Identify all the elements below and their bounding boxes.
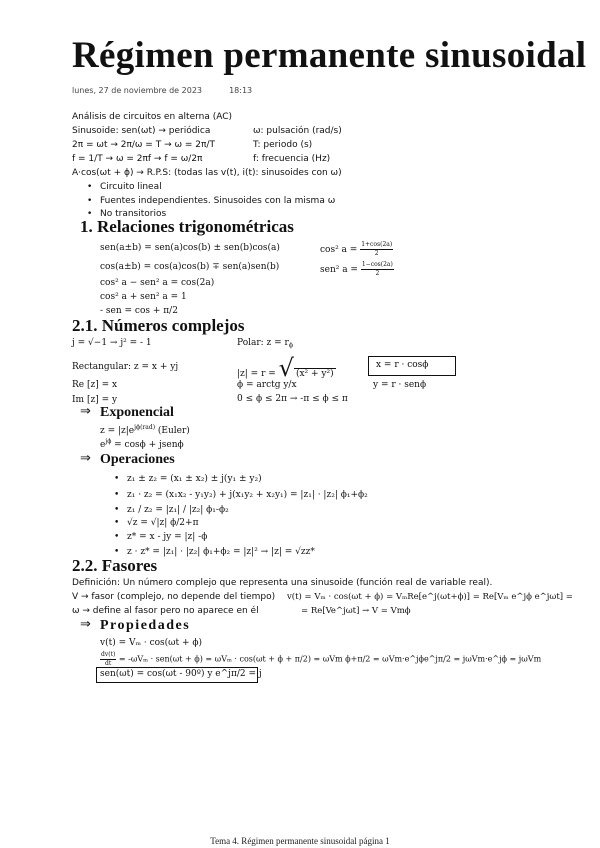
x-formula: x = r · cosϕ: [376, 360, 429, 370]
section-1-heading: 1. Relaciones trigonométricas: [80, 217, 294, 236]
imaginary-part: Im [z] = y: [72, 395, 118, 405]
intro-line-3a: f = 1/T → ω = 2πf → f = ω/2π: [72, 154, 203, 164]
identity-box-text: sen(ωt) = cos(ωt - 90º) y e^jπ/2 = j: [100, 669, 262, 679]
intro-line-3b: f: frecuencia (Hz): [253, 154, 331, 164]
section-2-1-heading: 2.1. Números complejos: [72, 316, 245, 335]
operation-item: • z₁ / z₂ = |z₁| / |z₂| ϕ₁-ϕ₂: [127, 505, 229, 515]
argument-range: 0 ≤ ϕ ≤ 2π → -π ≤ ϕ ≤ π: [237, 394, 348, 404]
properties-heading: Propiedades: [100, 618, 191, 633]
intro-line-2b: T: periodo (s): [253, 140, 313, 150]
euler-form: [100, 424, 190, 436]
euler-exponent: jϕ(rad): [134, 424, 156, 431]
intro-line-1a: Sinusoide: sen(ωt) → periódica: [72, 126, 211, 136]
property-signal: v(t) = Vₘ · cos(ωt + ϕ): [100, 638, 203, 648]
section-2-2-heading: 2.2. Fasores: [72, 556, 158, 575]
property-derivative: [100, 651, 541, 668]
euler-identity-base: e: [100, 440, 106, 450]
phasor-note-2: ω → define al fasor pero no aparece en él: [72, 606, 259, 616]
time-text: 18:13: [229, 86, 253, 95]
polar-label: Polar: z = r: [237, 338, 289, 348]
polar-form: [237, 338, 293, 349]
intro-heading: Análisis de circuitos en alterna (AC): [72, 112, 233, 122]
argument-formula: ϕ = arctg y/x: [237, 380, 297, 390]
operations-heading: Operaciones: [100, 452, 175, 467]
operation-item: • z₁ ± z₂ = (x₁ ± x₂) ± j(y₁ ± y₂): [127, 474, 262, 484]
phasor-derivation-2: = Re[Ve^jωt] → V = Vmϕ: [301, 606, 411, 616]
phasor-note-1: V → fasor (complejo, no depende del tiempo): [72, 592, 276, 602]
cos-squared-formula: [320, 241, 393, 258]
intro-line-4: A·cos(ωt + ϕ) → R.P.S: (todas las v(t), i(t): sinusoides con ω): [72, 168, 342, 178]
fraction-denominator: 2: [374, 250, 379, 257]
implies-arrow-icon: ⇒: [80, 404, 91, 419]
operation-item: • z · z* = |z₁| · |z₂| ϕ₁+ϕ₂ = |z|² → |z| = √zz*: [127, 547, 315, 557]
trig-identity: cos² a + sen² a = 1: [100, 292, 187, 302]
sen-squared-formula: [320, 261, 394, 278]
operation-item: • √z = √|z| ϕ/2+π: [127, 518, 199, 528]
intro-bullet: • Fuentes independientes. Sinusoides con la misma ω: [100, 196, 335, 206]
cos-squared-label: cos² a =: [320, 245, 358, 255]
fraction-denominator: 2: [375, 270, 380, 277]
page-date: [72, 86, 252, 95]
fraction-numerator: 1−cos(2a): [361, 261, 393, 268]
euler-tail: (Euler): [155, 426, 190, 436]
euler-identity: [100, 438, 184, 450]
euler-identity-tail: = cosϕ + jsenϕ: [111, 440, 184, 450]
polar-subscript: ϕ: [288, 342, 293, 349]
date-text: lunes, 27 de noviembre de 2023: [72, 86, 202, 95]
implies-arrow-icon: ⇒: [80, 617, 91, 632]
page-title: Régimen permanente sinusoidal: [72, 35, 587, 76]
real-part: Re [z] = x: [72, 380, 118, 390]
phasor-derivation-1: v(t) = Vₘ · cos(ωt + ϕ) = VₘRe[e^j(ωt+ϕ)] = Re[Vₘ e^jϕ e^jωt] =: [287, 592, 573, 602]
fraction-denominator: dt: [105, 660, 112, 667]
derivative-expression: = -ωVₘ · sen(ωt + ϕ) = ωVₘ · cos(ωt + ϕ + π/2) = ωVm ϕ+π/2 = ωVm·e^jϕe^jπ/2 = jωVm·e^jϕ = jωVm: [118, 654, 542, 664]
intro-line-1b: ω: pulsación (rad/s): [253, 126, 342, 136]
rectangular-form: Rectangular: z = x + yj: [72, 362, 179, 372]
intro-bullet: • No transitorios: [100, 209, 166, 219]
fraction-numerator: 1+cos(2a): [361, 241, 393, 248]
sen-squared-fraction: [361, 261, 394, 278]
trig-identity: cos² a − sen² a = cos(2a): [100, 278, 215, 288]
operation-item: • z* = x - jy = |z| -ϕ: [127, 532, 207, 542]
euler-identity-exponent: jϕ: [105, 438, 112, 445]
implies-arrow-icon: ⇒: [80, 451, 91, 466]
trig-identity: - sen = cos + π/2: [100, 306, 178, 316]
cos-squared-fraction: [360, 241, 393, 258]
derivative-fraction: [100, 651, 116, 668]
y-formula: y = r · senϕ: [373, 380, 427, 390]
intro-bullet: • Circuito lineal: [100, 182, 162, 192]
modulus-label: |z| = r =: [237, 369, 276, 379]
sen-squared-label: sen² a =: [320, 265, 358, 275]
phasor-definition: Definición: Un número complejo que representa una sinusoide (función real de variable real).: [72, 578, 493, 588]
exponential-heading: Exponencial: [100, 405, 174, 420]
trig-identity: cos(a±b) = cos(a)cos(b) ∓ sen(a)sen(b): [100, 262, 280, 272]
operation-item: • z₁ · z₂ = (x₁x₂ - y₁y₂) + j(x₁y₂ + x₂y₁) = |z₁| · |z₂| ϕ₁+ϕ₂: [127, 490, 368, 500]
trig-identity: sen(a±b) = sen(a)cos(b) ± sen(b)cos(a): [100, 243, 280, 253]
modulus-radicand: (x² + y²): [295, 369, 334, 379]
euler-base: z = |z|e: [100, 426, 135, 436]
fraction-numerator: dv(t): [101, 651, 116, 658]
intro-line-2a: 2π = ωt → 2π/ω = T → ω = 2π/T: [72, 140, 215, 150]
sqrt-icon: √: [278, 354, 294, 382]
page-footer: Tema 4. Régimen permanente sinusoidal página 1: [210, 836, 390, 846]
imaginary-unit: j = √−1 → j² = - 1: [72, 338, 152, 348]
modulus-formula: [237, 356, 336, 380]
